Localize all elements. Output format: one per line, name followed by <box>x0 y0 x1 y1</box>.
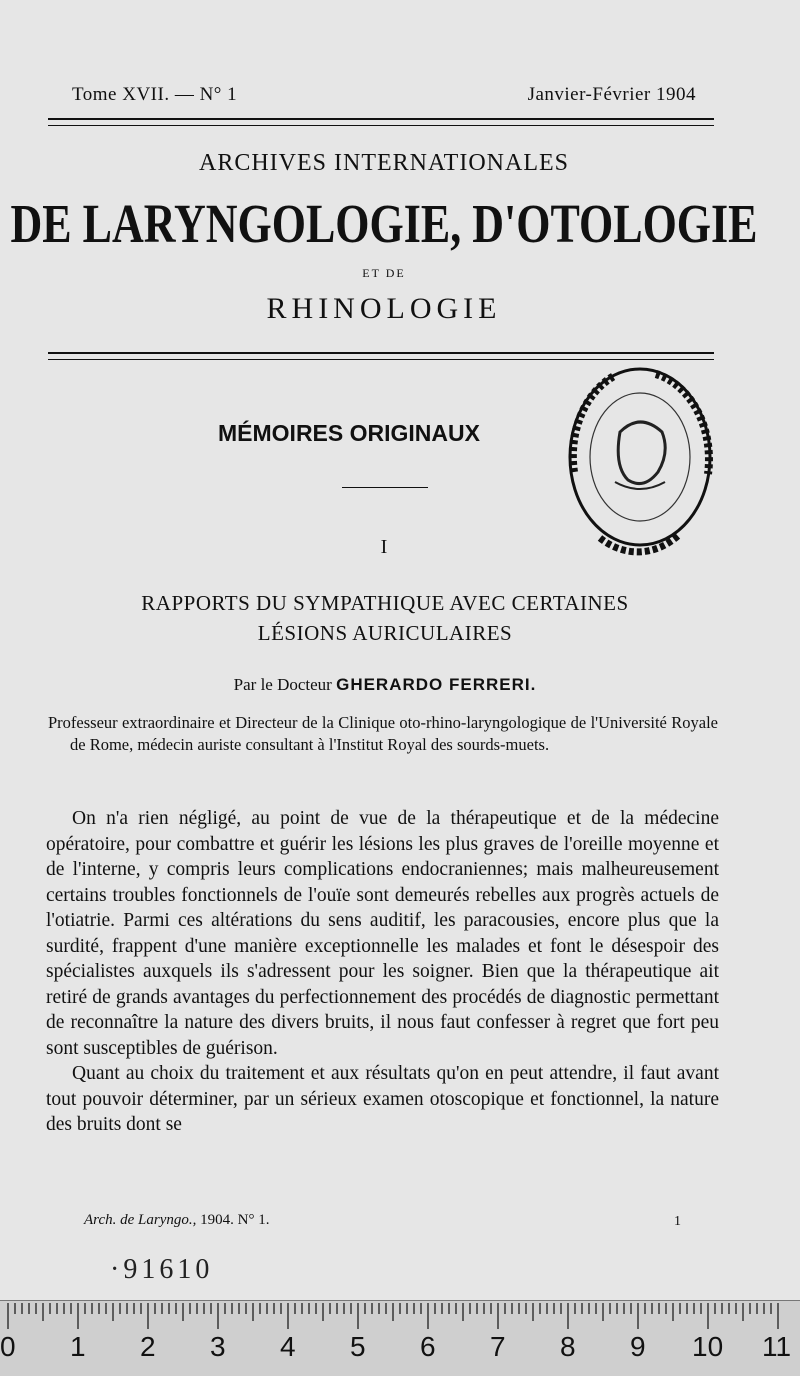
ruler-number: 10 <box>692 1331 724 1362</box>
journal-title-line3: ET DE <box>362 266 406 280</box>
journal-title-line4: RHINOLOGIE <box>266 292 502 325</box>
issue-date: Janvier-Février 1904 <box>527 84 696 105</box>
footer-citation: Arch. de Laryngo., <box>84 1212 197 1228</box>
ruler-number: 6 <box>420 1331 436 1362</box>
affiliation-text: Professeur extraordinaire et Directeur de la Clinique oto-rhino-laryngologique de l'Université Royale de Rome, médecin auriste consultant à l'Institut Royal des sourds-muets. <box>48 713 718 754</box>
header-rule <box>48 118 714 126</box>
paragraph: On n'a rien négligé, au point de vue de la thérapeutique et de la médecine opératoire, pour combattre et guérir les lésions les plus graves de l'oreille moyenne et de l'interne, y compris leurs complications endocraniennes; mais malheureusement certains troubles fonctionnels de l'ouïe sont demeurés rebelles aux progrès actuels de l'otiatrie. Parmi ces altérations du sens auditif, les paracousies, encore plus que la surdité, frappent d'une manière exceptionnelle les malades et font le désespoir des spécialistes auxquels ils s'adressent pour les soigner. Bien que la thérapeutique ait retiré de grands avantages du perfectionnement des procédés de diagnostic permettant de reconnaître la nature des divers bruits, il nous faut confesser à regret que fort peu sont susceptibles de guérison. <box>46 808 719 1059</box>
ruler-number: 5 <box>350 1331 366 1362</box>
measurement-ruler <box>0 1300 800 1376</box>
page-number: 1 <box>674 1214 681 1229</box>
ruler-ticks <box>0 1301 800 1331</box>
byline <box>0 675 770 695</box>
ruler-number: 2 <box>140 1331 156 1362</box>
byline-prefix: Par le Docteur <box>233 675 332 694</box>
article-title-line1: RAPPORTS DU SYMPATHIQUE AVEC CERTAINES <box>141 591 629 615</box>
running-header <box>72 84 696 106</box>
section-divider <box>342 487 428 488</box>
ruler-number: 3 <box>210 1331 226 1362</box>
ruler-number: 8 <box>560 1331 576 1362</box>
library-stamp <box>560 362 714 558</box>
paragraph: Quant au choix du traitement et aux résultats qu'on en peut attendre, il faut avant tout pouvoir déterminer, par un sérieux examen otoscopique et fonctionnel, la nature des bruits dont se <box>46 1063 719 1135</box>
author-name: GHERARDO FERRERI. <box>336 675 537 694</box>
article-title <box>0 588 770 648</box>
article-number: I <box>380 536 388 558</box>
section-heading: MÉMOIRES ORIGINAUX <box>218 420 480 446</box>
ruler-number: 0 <box>0 1331 16 1362</box>
article-title-line2: LÉSIONS AURICULAIRES <box>257 621 513 645</box>
journal-title-line2: DE LARYNGOLOGIE, D'OTOLOGIE <box>10 193 758 255</box>
article-body <box>46 806 719 1138</box>
volume-number: Tome XVII. — N° 1 <box>72 84 238 105</box>
journal-title-line1: ARCHIVES INTERNATIONALES <box>199 150 569 176</box>
ruler-number: 7 <box>490 1331 506 1362</box>
catalog-number: ·91610 <box>110 1254 214 1285</box>
ruler-number: 9 <box>630 1331 646 1362</box>
title-rule <box>48 352 714 360</box>
ruler-number: 4 <box>280 1331 296 1362</box>
author-affiliation <box>48 712 718 756</box>
footer-citation-issue: 1904. N° 1. <box>200 1212 270 1228</box>
ruler-number: 1 <box>70 1331 86 1362</box>
page-footer <box>84 1212 684 1229</box>
ruler-number: 11 <box>762 1331 792 1362</box>
